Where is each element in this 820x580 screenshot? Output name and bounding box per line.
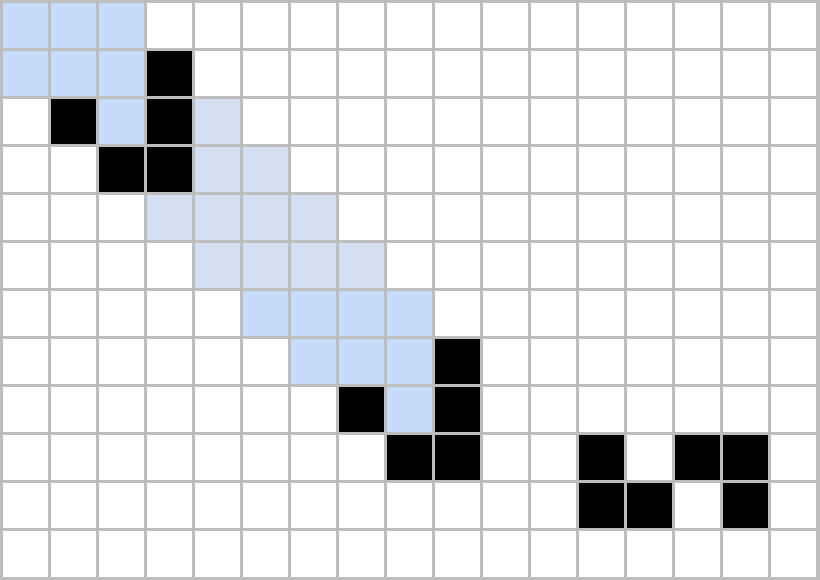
grid-cell-r11-c9[interactable] [435, 531, 480, 577]
grid-cell-r1-c13[interactable] [627, 51, 672, 96]
grid-cell-r7-c1[interactable] [51, 339, 96, 384]
grid-cell-r7-c2[interactable] [99, 339, 144, 384]
grid-cell-r9-c6[interactable] [291, 435, 336, 480]
grid-cell-r11-c10[interactable] [483, 531, 528, 577]
grid-cell-r3-c13[interactable] [627, 147, 672, 192]
grid-cell-r11-c6[interactable] [291, 531, 336, 577]
grid-cell-r4-c12[interactable] [579, 195, 624, 240]
grid-cell-r7-c3[interactable] [147, 339, 192, 384]
grid-cell-r10-c2[interactable] [99, 483, 144, 528]
grid-cell-r1-c15[interactable] [723, 51, 768, 96]
grid-cell-r11-c5[interactable] [243, 531, 288, 577]
grid-cell-r10-c4[interactable] [195, 483, 240, 528]
grid-cell-r0-c10[interactable] [483, 3, 528, 48]
grid-cell-r5-c10[interactable] [483, 243, 528, 288]
grid-cell-r7-c8[interactable] [387, 339, 432, 384]
grid-cell-r7-c4[interactable] [195, 339, 240, 384]
grid-cell-r7-c0[interactable] [3, 339, 48, 384]
grid-cell-r9-c12[interactable] [579, 435, 624, 480]
grid-cell-r4-c13[interactable] [627, 195, 672, 240]
grid-cell-r0-c1[interactable] [51, 3, 96, 48]
grid-cell-r0-c7[interactable] [339, 3, 384, 48]
grid-cell-r0-c6[interactable] [291, 3, 336, 48]
grid-cell-r8-c11[interactable] [531, 387, 576, 432]
grid-cell-r7-c15[interactable] [723, 339, 768, 384]
grid-cell-r10-c12[interactable] [579, 483, 624, 528]
grid-cell-r11-c15[interactable] [723, 531, 768, 577]
grid-cell-r8-c6[interactable] [291, 387, 336, 432]
grid-cell-r2-c2[interactable] [99, 99, 144, 144]
grid-cell-r11-c7[interactable] [339, 531, 384, 577]
grid-cell-r5-c11[interactable] [531, 243, 576, 288]
grid-cell-r1-c0[interactable] [3, 51, 48, 96]
grid-cell-r9-c9[interactable] [435, 435, 480, 480]
grid-cell-r4-c1[interactable] [51, 195, 96, 240]
grid-cell-r6-c6[interactable] [291, 291, 336, 336]
grid-cell-r7-c9[interactable] [435, 339, 480, 384]
grid-cell-r3-c15[interactable] [723, 147, 768, 192]
grid-cell-r10-c6[interactable] [291, 483, 336, 528]
grid-cell-r4-c11[interactable] [531, 195, 576, 240]
grid-cell-r3-c1[interactable] [51, 147, 96, 192]
grid-cell-r5-c8[interactable] [387, 243, 432, 288]
grid-cell-r0-c8[interactable] [387, 3, 432, 48]
grid-cell-r8-c3[interactable] [147, 387, 192, 432]
grid-cell-r10-c8[interactable] [387, 483, 432, 528]
grid-cell-r5-c12[interactable] [579, 243, 624, 288]
grid-cell-r1-c7[interactable] [339, 51, 384, 96]
grid-cell-r6-c15[interactable] [723, 291, 768, 336]
grid-cell-r1-c2[interactable] [99, 51, 144, 96]
grid-cell-r4-c7[interactable] [339, 195, 384, 240]
grid-cell-r2-c1[interactable] [51, 99, 96, 144]
grid-cell-r5-c4[interactable] [195, 243, 240, 288]
grid-cell-r2-c4[interactable] [195, 99, 240, 144]
grid-cell-r5-c2[interactable] [99, 243, 144, 288]
grid-cell-r10-c1[interactable] [51, 483, 96, 528]
grid-cell-r0-c14[interactable] [675, 3, 720, 48]
grid-cell-r7-c10[interactable] [483, 339, 528, 384]
grid-cell-r8-c0[interactable] [3, 387, 48, 432]
grid-cell-r0-c0[interactable] [3, 3, 48, 48]
grid-cell-r1-c12[interactable] [579, 51, 624, 96]
grid-cell-r11-c12[interactable] [579, 531, 624, 577]
grid-cell-r6-c4[interactable] [195, 291, 240, 336]
grid-cell-r0-c11[interactable] [531, 3, 576, 48]
grid-cell-r10-c9[interactable] [435, 483, 480, 528]
grid-cell-r5-c5[interactable] [243, 243, 288, 288]
grid-cell-r11-c14[interactable] [675, 531, 720, 577]
grid-cell-r5-c16[interactable] [771, 243, 816, 288]
grid-cell-r2-c7[interactable] [339, 99, 384, 144]
grid-cell-r1-c5[interactable] [243, 51, 288, 96]
grid-cell-r2-c8[interactable] [387, 99, 432, 144]
grid-cell-r2-c0[interactable] [3, 99, 48, 144]
grid-cell-r7-c7[interactable] [339, 339, 384, 384]
grid-cell-r1-c1[interactable] [51, 51, 96, 96]
grid-cell-r4-c16[interactable] [771, 195, 816, 240]
grid-cell-r2-c12[interactable] [579, 99, 624, 144]
grid-cell-r8-c9[interactable] [435, 387, 480, 432]
grid-cell-r4-c3[interactable] [147, 195, 192, 240]
grid-cell-r8-c13[interactable] [627, 387, 672, 432]
grid-cell-r2-c16[interactable] [771, 99, 816, 144]
grid-cell-r0-c2[interactable] [99, 3, 144, 48]
grid-cell-r9-c2[interactable] [99, 435, 144, 480]
grid-cell-r0-c9[interactable] [435, 3, 480, 48]
grid-cell-r9-c16[interactable] [771, 435, 816, 480]
grid-cell-r1-c8[interactable] [387, 51, 432, 96]
grid-cell-r8-c2[interactable] [99, 387, 144, 432]
grid-cell-r3-c8[interactable] [387, 147, 432, 192]
grid-cell-r1-c10[interactable] [483, 51, 528, 96]
grid-cell-r6-c2[interactable] [99, 291, 144, 336]
grid-cell-r3-c10[interactable] [483, 147, 528, 192]
grid-cell-r11-c4[interactable] [195, 531, 240, 577]
grid-cell-r5-c7[interactable] [339, 243, 384, 288]
grid-cell-r7-c12[interactable] [579, 339, 624, 384]
grid-cell-r4-c2[interactable] [99, 195, 144, 240]
grid-cell-r8-c7[interactable] [339, 387, 384, 432]
grid-cell-r11-c11[interactable] [531, 531, 576, 577]
grid-cell-r5-c0[interactable] [3, 243, 48, 288]
grid-cell-r5-c3[interactable] [147, 243, 192, 288]
grid-cell-r9-c13[interactable] [627, 435, 672, 480]
grid-cell-r9-c7[interactable] [339, 435, 384, 480]
grid-cell-r1-c16[interactable] [771, 51, 816, 96]
grid-cell-r4-c10[interactable] [483, 195, 528, 240]
grid-cell-r10-c5[interactable] [243, 483, 288, 528]
grid-cell-r3-c16[interactable] [771, 147, 816, 192]
grid-cell-r0-c3[interactable] [147, 3, 192, 48]
grid-cell-r2-c14[interactable] [675, 99, 720, 144]
grid-cell-r9-c0[interactable] [3, 435, 48, 480]
grid-cell-r9-c15[interactable] [723, 435, 768, 480]
grid-cell-r0-c16[interactable] [771, 3, 816, 48]
grid-cell-r4-c5[interactable] [243, 195, 288, 240]
grid-cell-r10-c7[interactable] [339, 483, 384, 528]
grid-cell-r4-c8[interactable] [387, 195, 432, 240]
grid-cell-r11-c2[interactable] [99, 531, 144, 577]
grid-cell-r6-c13[interactable] [627, 291, 672, 336]
grid-cell-r3-c14[interactable] [675, 147, 720, 192]
grid-cell-r6-c3[interactable] [147, 291, 192, 336]
grid-cell-r6-c5[interactable] [243, 291, 288, 336]
grid-cell-r8-c5[interactable] [243, 387, 288, 432]
grid-cell-r9-c10[interactable] [483, 435, 528, 480]
grid-cell-r10-c14[interactable] [675, 483, 720, 528]
grid-cell-r8-c10[interactable] [483, 387, 528, 432]
grid-cell-r2-c3[interactable] [147, 99, 192, 144]
grid-cell-r1-c9[interactable] [435, 51, 480, 96]
grid-cell-r6-c10[interactable] [483, 291, 528, 336]
grid-cell-r9-c3[interactable] [147, 435, 192, 480]
grid-cell-r4-c15[interactable] [723, 195, 768, 240]
grid-cell-r3-c12[interactable] [579, 147, 624, 192]
grid-cell-r10-c16[interactable] [771, 483, 816, 528]
grid-cell-r7-c13[interactable] [627, 339, 672, 384]
grid-cell-r3-c7[interactable] [339, 147, 384, 192]
grid-cell-r4-c6[interactable] [291, 195, 336, 240]
grid-cell-r4-c0[interactable] [3, 195, 48, 240]
grid-cell-r4-c4[interactable] [195, 195, 240, 240]
grid-cell-r9-c1[interactable] [51, 435, 96, 480]
grid-cell-r2-c9[interactable] [435, 99, 480, 144]
grid-cell-r11-c13[interactable] [627, 531, 672, 577]
grid-cell-r6-c9[interactable] [435, 291, 480, 336]
grid-cell-r9-c11[interactable] [531, 435, 576, 480]
grid-cell-r1-c4[interactable] [195, 51, 240, 96]
grid-cell-r0-c13[interactable] [627, 3, 672, 48]
grid-cell-r11-c3[interactable] [147, 531, 192, 577]
grid-cell-r10-c3[interactable] [147, 483, 192, 528]
grid-cell-r3-c2[interactable] [99, 147, 144, 192]
grid-cell-r8-c15[interactable] [723, 387, 768, 432]
grid-cell-r3-c5[interactable] [243, 147, 288, 192]
grid-cell-r3-c4[interactable] [195, 147, 240, 192]
grid-cell-r11-c0[interactable] [3, 531, 48, 577]
grid-cell-r9-c4[interactable] [195, 435, 240, 480]
grid-cell-r5-c9[interactable] [435, 243, 480, 288]
grid-cell-r6-c0[interactable] [3, 291, 48, 336]
grid-cell-r1-c6[interactable] [291, 51, 336, 96]
grid-cell-r8-c16[interactable] [771, 387, 816, 432]
grid-cell-r10-c10[interactable] [483, 483, 528, 528]
grid-cell-r7-c14[interactable] [675, 339, 720, 384]
grid-cell-r8-c14[interactable] [675, 387, 720, 432]
grid-cell-r2-c10[interactable] [483, 99, 528, 144]
grid-cell-r2-c11[interactable] [531, 99, 576, 144]
grid-cell-r8-c8[interactable] [387, 387, 432, 432]
grid-cell-r6-c16[interactable] [771, 291, 816, 336]
grid-cell-r7-c11[interactable] [531, 339, 576, 384]
grid-cell-r3-c3[interactable] [147, 147, 192, 192]
grid-cell-r8-c4[interactable] [195, 387, 240, 432]
grid-cell-r10-c0[interactable] [3, 483, 48, 528]
grid-cell-r1-c14[interactable] [675, 51, 720, 96]
grid-cell-r4-c9[interactable] [435, 195, 480, 240]
grid-cell-r6-c11[interactable] [531, 291, 576, 336]
grid-cell-r10-c11[interactable] [531, 483, 576, 528]
grid-cell-r3-c0[interactable] [3, 147, 48, 192]
grid-cell-r3-c11[interactable] [531, 147, 576, 192]
grid-cell-r5-c1[interactable] [51, 243, 96, 288]
grid-cell-r1-c11[interactable] [531, 51, 576, 96]
grid-cell-r6-c7[interactable] [339, 291, 384, 336]
grid-cell-r5-c13[interactable] [627, 243, 672, 288]
grid-cell-r11-c1[interactable] [51, 531, 96, 577]
grid-cell-r3-c6[interactable] [291, 147, 336, 192]
grid-cell-r7-c5[interactable] [243, 339, 288, 384]
grid-cell-r7-c16[interactable] [771, 339, 816, 384]
grid-cell-r9-c5[interactable] [243, 435, 288, 480]
grid-cell-r2-c6[interactable] [291, 99, 336, 144]
grid-cell-r9-c8[interactable] [387, 435, 432, 480]
grid-cell-r6-c12[interactable] [579, 291, 624, 336]
grid-cell-r5-c15[interactable] [723, 243, 768, 288]
grid-cell-r4-c14[interactable] [675, 195, 720, 240]
grid-cell-r6-c14[interactable] [675, 291, 720, 336]
grid-cell-r8-c1[interactable] [51, 387, 96, 432]
grid-cell-r0-c4[interactable] [195, 3, 240, 48]
grid-cell-r5-c6[interactable] [291, 243, 336, 288]
grid-cell-r7-c6[interactable] [291, 339, 336, 384]
grid-cell-r3-c9[interactable] [435, 147, 480, 192]
grid-cell-r8-c12[interactable] [579, 387, 624, 432]
grid-cell-r11-c8[interactable] [387, 531, 432, 577]
grid-cell-r1-c3[interactable] [147, 51, 192, 96]
grid-cell-r5-c14[interactable] [675, 243, 720, 288]
grid-cell-r2-c13[interactable] [627, 99, 672, 144]
grid-cell-r10-c15[interactable] [723, 483, 768, 528]
grid-cell-r6-c8[interactable] [387, 291, 432, 336]
grid-cell-r2-c15[interactable] [723, 99, 768, 144]
grid-cell-r10-c13[interactable] [627, 483, 672, 528]
grid-cell-r2-c5[interactable] [243, 99, 288, 144]
grid-cell-r6-c1[interactable] [51, 291, 96, 336]
grid-cell-r0-c15[interactable] [723, 3, 768, 48]
grid-cell-r0-c12[interactable] [579, 3, 624, 48]
grid-cell-r9-c14[interactable] [675, 435, 720, 480]
grid-cell-r0-c5[interactable] [243, 3, 288, 48]
grid-cell-r11-c16[interactable] [771, 531, 816, 577]
